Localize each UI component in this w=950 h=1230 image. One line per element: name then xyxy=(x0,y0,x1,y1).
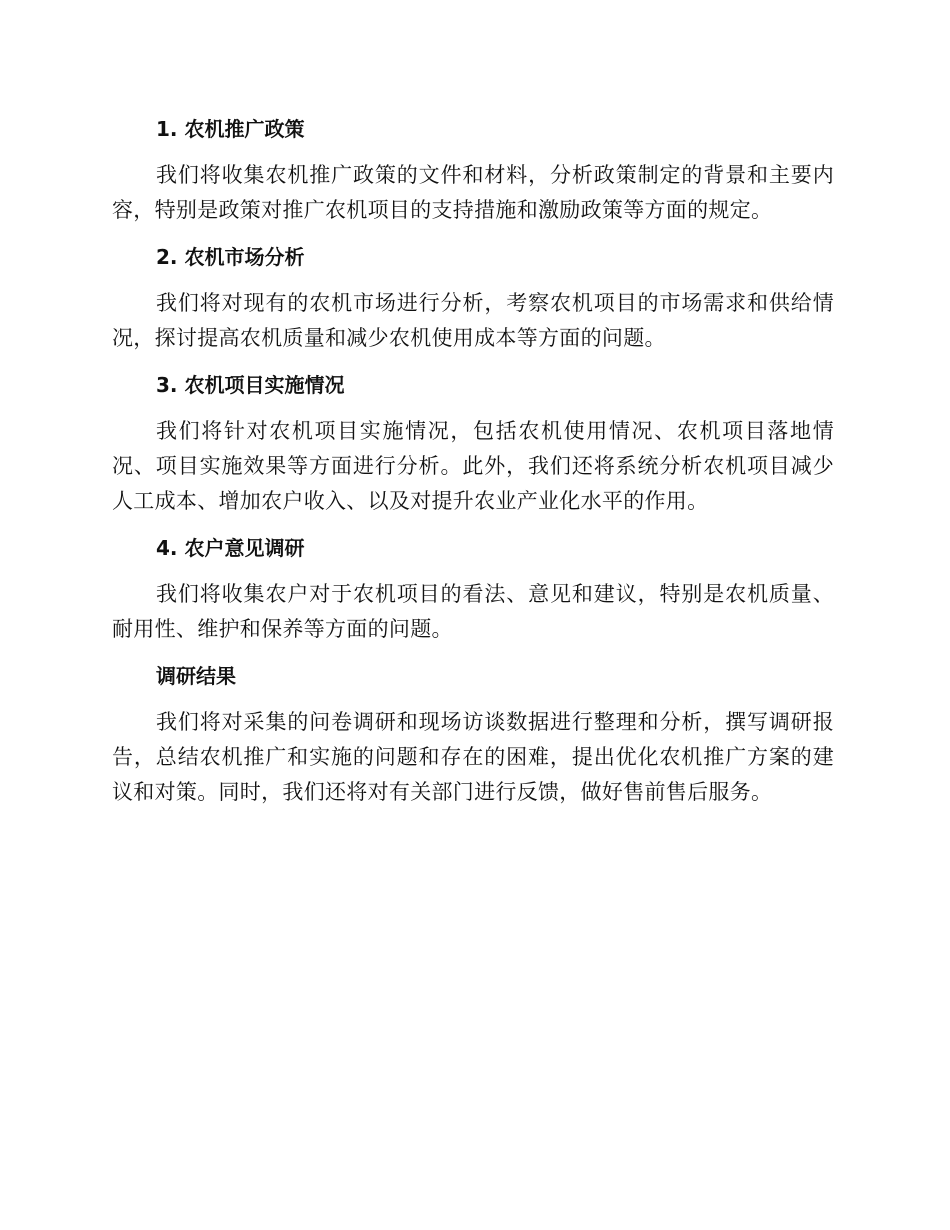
section-heading-implementation: 3. 农机项目实施情况 xyxy=(156,373,345,397)
section-heading-policy: 1. 农机推广政策 xyxy=(156,117,305,141)
section-paragraph-implementation: 我们将针对农机项目实施情况，包括农机使用情况、农机项目落地情况、项目实施效果等方面进行分析。此外，我们还将系统分析农机项目减少人工成本、增加农户收入、以及对提升农业产业化水平的作用。 xyxy=(112,419,834,513)
section-heading-market: 2. 农机市场分析 xyxy=(156,245,305,269)
section-paragraph-farmer-survey: 我们将收集农户对于农机项目的看法、意见和建议，特别是农机质量、耐用性、维护和保养等方面的问题。 xyxy=(112,582,834,641)
section-paragraph-results: 我们将对采集的问卷调研和现场访谈数据进行整理和分析，撰写调研报告，总结农机推广和实施的问题和存在的困难，提出优化农机推广方案的建议和对策。同时，我们还将对有关部门进行反馈，做好售前售后服务。 xyxy=(112,710,834,804)
document-body xyxy=(112,112,834,822)
section-paragraph-market: 我们将对现有的农机市场进行分析，考察农机项目的市场需求和供给情况，探讨提高农机质量和减少农机使用成本等方面的问题。 xyxy=(112,291,834,350)
section-heading-farmer-survey: 4. 农户意见调研 xyxy=(156,536,305,560)
section-heading-results: 调研结果 xyxy=(156,664,236,688)
section-paragraph-policy: 我们将收集农机推广政策的文件和材料，分析政策制定的背景和主要内容，特别是政策对推广农机项目的支持措施和激励政策等方面的规定。 xyxy=(112,163,834,222)
